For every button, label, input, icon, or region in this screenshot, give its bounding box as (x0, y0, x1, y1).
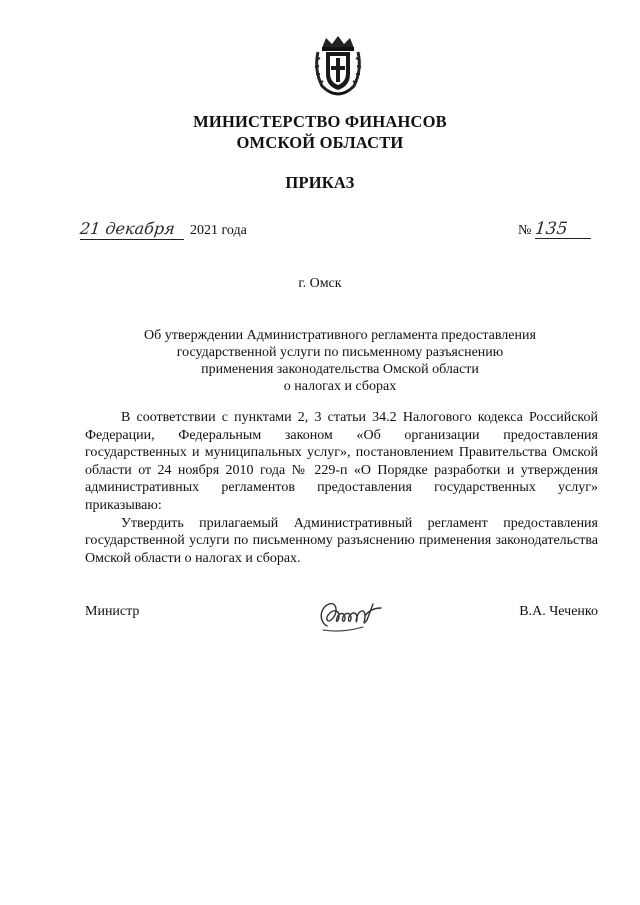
date-line (80, 221, 247, 240)
document-body (85, 409, 598, 567)
signatory-title: Министр (85, 604, 140, 619)
date-field (80, 221, 184, 240)
ministry-name (0, 111, 640, 153)
title-line: Об утверждении Административного регламента предоставления (144, 328, 536, 343)
date-handwritten: 21 декабря (79, 219, 176, 238)
number-label: № (518, 223, 532, 238)
body-paragraph-order: Утвердить прилагаемый Административный регламент предоставления государственной услуги по письменному разъяснению применения законодательства Омской области о налогах и сборах. (85, 515, 598, 566)
year-text: 2021 года (190, 223, 247, 238)
title-line: о налогах и сборах (283, 379, 397, 394)
number-field (535, 221, 591, 239)
signature-block (85, 596, 598, 636)
order-number-line (518, 221, 591, 239)
title-line: государственной услуги по письменному разъяснению (176, 345, 504, 360)
document-title (100, 327, 580, 395)
number-handwritten: 135 (534, 219, 569, 239)
document-type: ПРИКАЗ (285, 173, 355, 192)
signatory-name: В.А. Чеченко (519, 604, 598, 619)
signature-icon (315, 596, 385, 634)
body-paragraph-basis: В соответствии с пунктами 2, 3 статьи 34.2 Налогового кодекса Российской Федерации, Федеральным законом «Об организации предоставления государственных и муниципальных услуг», постановлением Правительства Омской области от 24 ноября 2010 года № 229-п «О Порядке разработки и утверждения административных регламентов предоставления государственных услуг» приказываю: (85, 410, 598, 513)
title-line: применения законодательства Омской области (201, 362, 479, 377)
city: г. Омск (298, 276, 342, 291)
coat-of-arms-icon (312, 34, 364, 96)
ministry-name-line1: МИНИСТЕРСТВО ФИНАНСОВ (193, 112, 447, 131)
ministry-name-line2: ОМСКОЙ ОБЛАСТИ (236, 133, 404, 152)
